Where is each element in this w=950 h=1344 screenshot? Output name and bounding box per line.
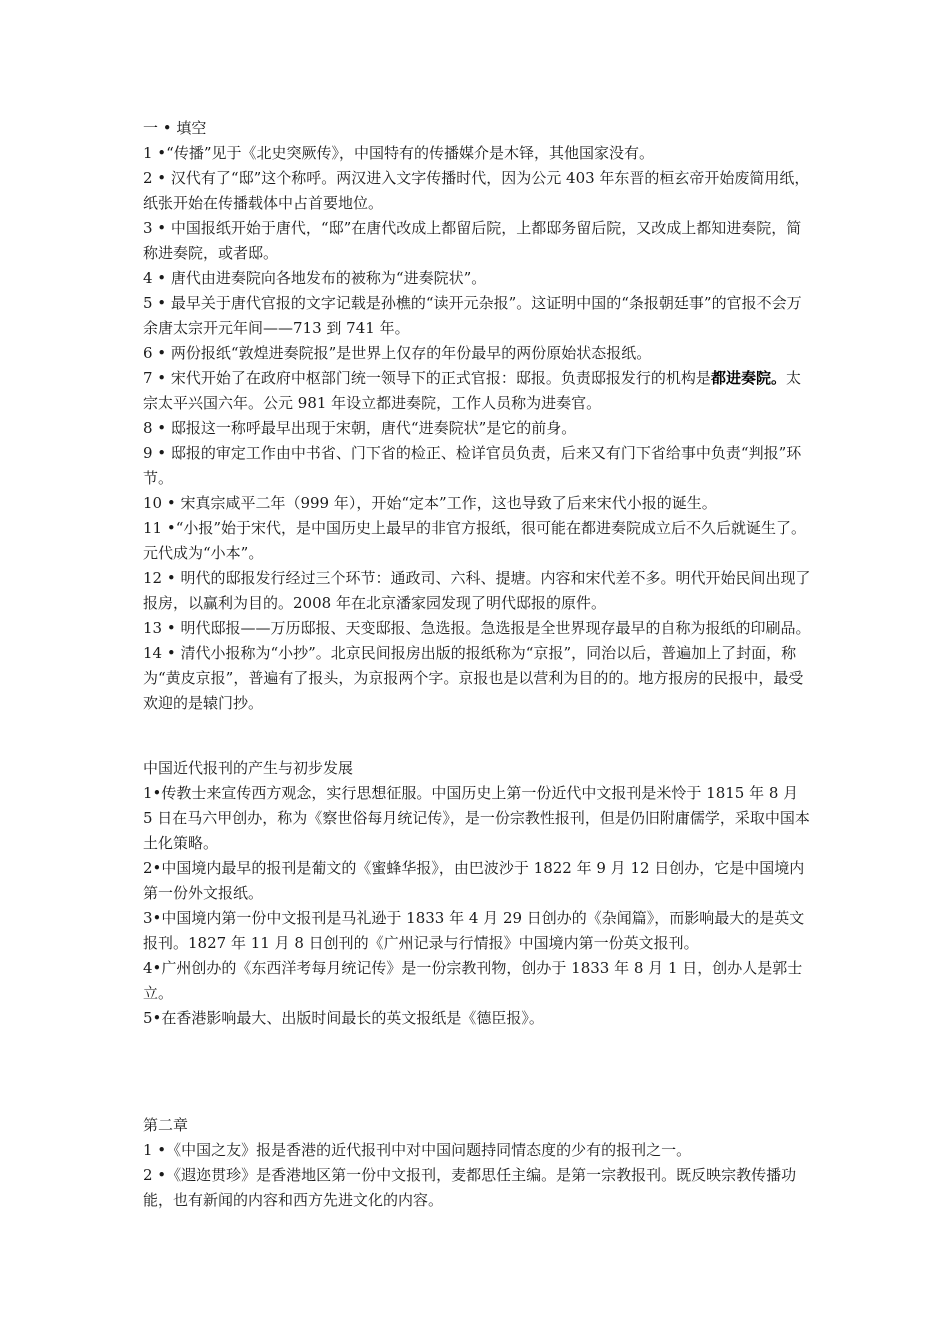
list-item: 14 • 清代小报称为“小抄”。北京民间报房出版的报纸称为“京报”，同治以后，普遍加上了封面，称为“黄皮京报”，普遍有了报头，为京报两个字。京报也是以营利为目的的。地方报房的民报中，最受欢迎的是辕门抄。 — [143, 644, 804, 712]
list-item: 8 • 邸报这一称呼最早出现于宋朝，唐代“进奏院状”是它的前身。 — [143, 419, 577, 437]
list-item: 4•广州创办的《东西洋考每月统记传》是一份宗教刊物，创办于 1833 年 8 月 1 日，创办人是郭士立。 — [143, 959, 803, 1002]
list-item: 2 • 汉代有了“邸”这个称呼。两汉进入文字传播时代，因为公元 403 年东晋的桓玄帝开始废简用纸，纸张开始在传播载体中占首要地位。 — [143, 169, 810, 212]
list-item: 1 •《中国之友》报是香港的近代报刊中对中国问题持同情态度的少有的报刊之一。 — [143, 1141, 692, 1159]
list-item: 5 • 最早关于唐代官报的文字记载是孙樵的“读开元杂报”。这证明中国的“条报朝廷事”的官报不会万余唐太宗开元年间——713 到 741 年。 — [143, 294, 802, 337]
list-item: 10 • 宋真宗咸平二年（999 年），开始“定本”工作，这也导致了后来宋代小报的诞生。 — [143, 494, 717, 512]
list-item-text: 太宗太平兴国六年。公元 981 年设立都进奏院，工作人员称为进奏官。 — [143, 369, 801, 412]
list-item — [143, 366, 811, 416]
list-item: 3 • 中国报纸开始于唐代，“邸”在唐代改成上都留后院，上都邸务留后院，又改成上都知进奏院，简称进奏院，或者邸。 — [143, 219, 802, 262]
list-item: 2•中国境内最早的报刊是葡文的《蜜蜂华报》，由巴波沙于 1822 年 9 月 12 日创办，它是中国境内第一份外文报纸。 — [143, 859, 805, 902]
section-modern-press — [143, 756, 811, 1031]
section-fill-in-blanks — [143, 116, 811, 716]
list-item: 1 •“传播”见于《北史突厥传》，中国特有的传播媒介是木铎，其他国家没有。 — [143, 144, 654, 162]
bold-term: 都进奏院。 — [710, 369, 786, 387]
list-item: 3•中国境内第一份中文报刊是马礼逊于 1833 年 4 月 29 日创办的《杂闻篇》，而影响最大的是英文报刊。1827 年 11 月 8 日创刊的《广州记录与行情报》中国境内第一份英文报刊。 — [143, 909, 805, 952]
list-item: 12 • 明代的邸报发行经过三个环节：通政司、六科、提塘。内容和宋代差不多。明代开始民间出现了报房，以赢利为目的。2008 年在北京潘家园发现了明代邸报的原件。 — [143, 569, 811, 612]
list-item: 13 • 明代邸报——万历邸报、天变邸报、急选报。急选报是全世界现存最早的自称为报纸的印刷品。 — [143, 619, 811, 637]
list-item: 11 •“小报”始于宋代，是中国历史上最早的非官方报纸，很可能在都进奏院成立后不久后就诞生了。元代成为“小本”。 — [143, 519, 807, 562]
section-heading: 第二章 — [143, 1116, 189, 1134]
list-item: 6 • 两份报纸“敦煌进奏院报”是世界上仅存的年份最早的两份原始状态报纸。 — [143, 344, 652, 362]
list-item: 1•传教士来宣传西方观念，实行思想征服。中国历史上第一份近代中文报刊是米怜于 1815 年 8 月 5 日在马六甲创办，称为《察世俗每月统记传》，是一份宗教性报刊，但是仍旧附庸儒学，采取中国本土化策略。 — [143, 784, 810, 852]
list-item: 9 • 邸报的审定工作由中书省、门下省的检正、检详官员负责，后来又有门下省给事中负责“判报”环节。 — [143, 444, 802, 487]
list-item-text: 7 • 宋代开始了在政府中枢部门统一领导下的正式官报：邸报。负责邸报发行的机构是 — [143, 369, 711, 387]
section-heading: 一 • 填空 — [143, 119, 207, 137]
section-spacer — [143, 716, 811, 756]
section-spacer — [143, 1031, 811, 1113]
section-heading: 中国近代报刊的产生与初步发展 — [143, 759, 354, 777]
document-page — [143, 116, 811, 1213]
list-item: 5•在香港影响最大、出版时间最长的英文报纸是《德臣报》。 — [143, 1009, 544, 1027]
list-item: 4 • 唐代由进奏院向各地发布的被称为“进奏院状”。 — [143, 269, 487, 287]
section-chapter-two — [143, 1113, 811, 1213]
list-item: 2 •《遐迩贯珍》是香港地区第一份中文报刊，麦都思任主编。是第一宗教报刊。既反映宗教传播功能，也有新闻的内容和西方先进文化的内容。 — [143, 1166, 797, 1209]
